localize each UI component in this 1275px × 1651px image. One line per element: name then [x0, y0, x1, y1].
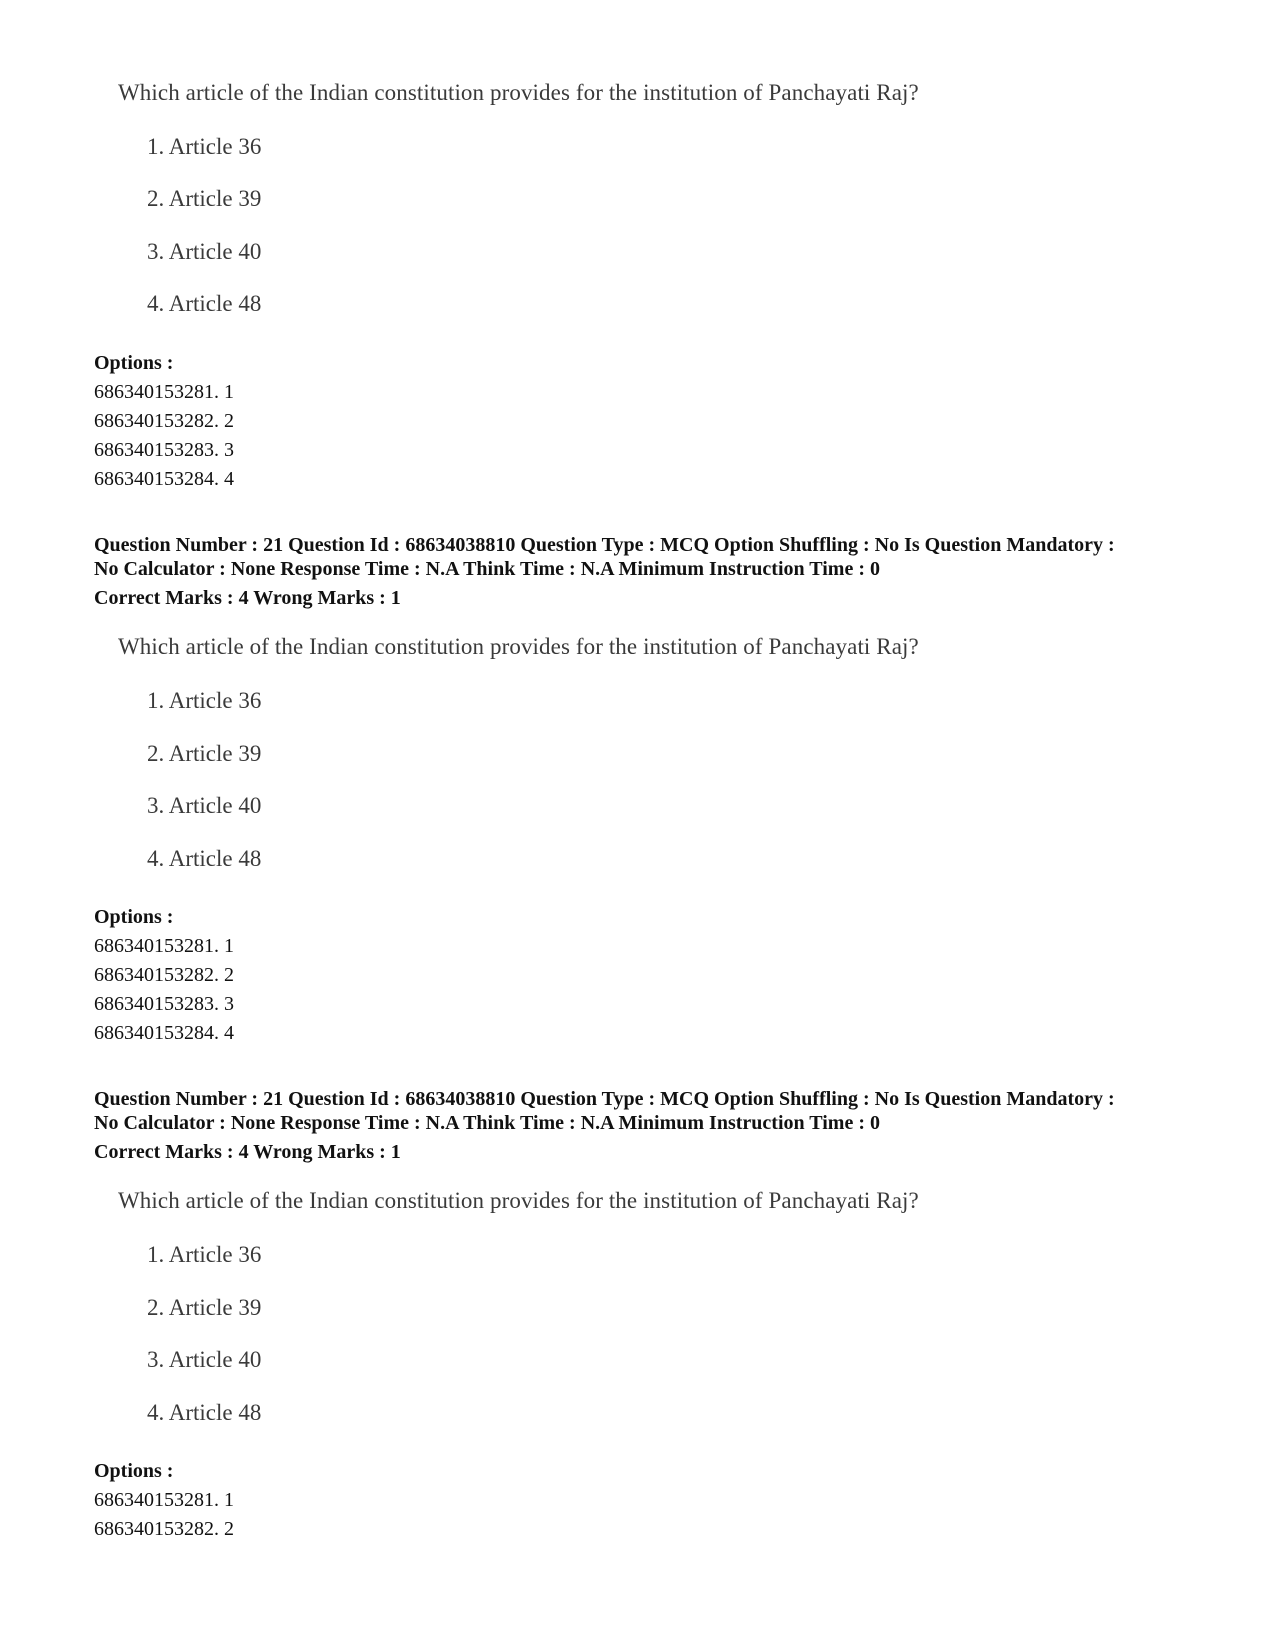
option-line-2: 686340153282. 2	[94, 410, 234, 432]
option-line-4: 686340153284. 4	[94, 1022, 234, 1044]
option-line-1: 686340153281. 1	[94, 935, 234, 957]
option-line-3: 686340153283. 3	[94, 993, 234, 1015]
choice-3: 3. Article 40	[147, 239, 262, 264]
options-label: Options :	[94, 352, 174, 374]
options-label: Options :	[94, 906, 174, 928]
choice-4: 4. Article 48	[147, 1400, 262, 1425]
question-text: Which article of the Indian constitution provides for the institution of Panchayati Raj?	[118, 634, 919, 659]
option-line-2: 686340153282. 2	[94, 964, 234, 986]
question-meta-line-2: No Calculator : None Response Time : N.A Think Time : N.A Minimum Instruction Time : 0	[94, 1112, 880, 1134]
question-text: Which article of the Indian constitution provides for the institution of Panchayati Raj?	[118, 80, 919, 105]
choice-1: 1. Article 36	[147, 134, 262, 159]
option-line-2: 686340153282. 2	[94, 1518, 234, 1540]
choice-1: 1. Article 36	[147, 1242, 262, 1267]
question-meta-line-2: No Calculator : None Response Time : N.A Think Time : N.A Minimum Instruction Time : 0	[94, 558, 880, 580]
choice-4: 4. Article 48	[147, 291, 262, 316]
choice-2: 2. Article 39	[147, 741, 262, 766]
option-line-4: 686340153284. 4	[94, 468, 234, 490]
question-meta-line-1: Question Number : 21 Question Id : 68634038810 Question Type : MCQ Option Shuffling : No Is Question Mandatory :	[94, 534, 1115, 556]
option-line-1: 686340153281. 1	[94, 1489, 234, 1511]
option-line-1: 686340153281. 1	[94, 381, 234, 403]
options-label: Options :	[94, 1460, 174, 1482]
choice-2: 2. Article 39	[147, 1295, 262, 1320]
choice-3: 3. Article 40	[147, 793, 262, 818]
marks-line: Correct Marks : 4 Wrong Marks : 1	[94, 1141, 401, 1163]
marks-line: Correct Marks : 4 Wrong Marks : 1	[94, 587, 401, 609]
choice-3: 3. Article 40	[147, 1347, 262, 1372]
question-text: Which article of the Indian constitution provides for the institution of Panchayati Raj?	[118, 1188, 919, 1213]
choice-2: 2. Article 39	[147, 186, 262, 211]
choice-1: 1. Article 36	[147, 688, 262, 713]
choice-4: 4. Article 48	[147, 846, 262, 871]
question-meta-line-1: Question Number : 21 Question Id : 68634038810 Question Type : MCQ Option Shuffling : No Is Question Mandatory :	[94, 1088, 1115, 1110]
option-line-3: 686340153283. 3	[94, 439, 234, 461]
